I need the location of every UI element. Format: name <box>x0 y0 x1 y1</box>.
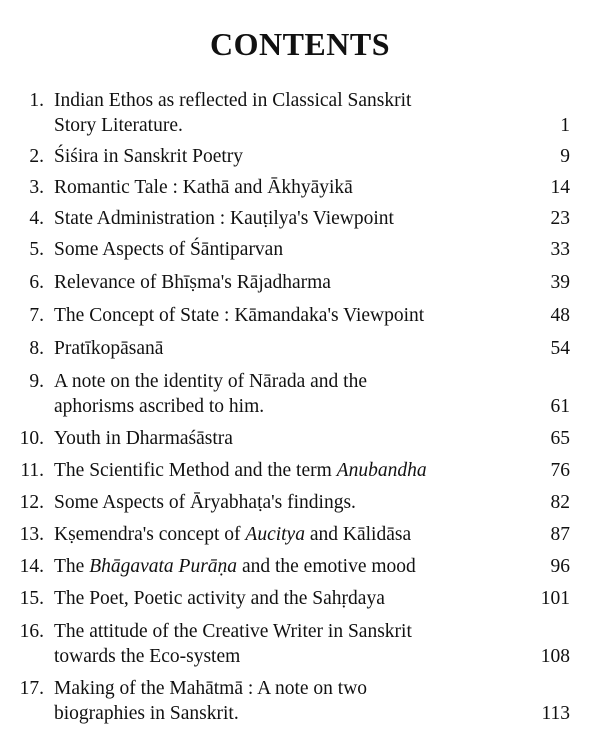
entry-number: 7. <box>29 305 44 326</box>
entry-page: 61 <box>550 396 570 417</box>
entry-number: 9. <box>29 371 44 392</box>
entry-title <box>54 556 416 578</box>
entry-page: 65 <box>550 428 570 449</box>
entry-title <box>54 460 427 482</box>
entry-title: A note on the identity of Nārada and the <box>54 371 367 392</box>
entry-title-cont: aphorisms ascribed to him. <box>54 396 265 417</box>
entry-page: 33 <box>550 239 570 260</box>
entry-page: 48 <box>550 305 570 326</box>
entry-title: Śiśira in Sanskrit Poetry <box>54 146 244 167</box>
entry-title: The attitude of the Creative Writer in Sanskrit <box>54 621 412 642</box>
entry-page: 76 <box>550 460 570 481</box>
entry-number: 15. <box>19 588 44 609</box>
entry-title: Romantic Tale : Kathā and Ākhyāyikā <box>54 177 353 198</box>
entry-number: 13. <box>19 524 44 545</box>
entry-title-text: and Kālidāsa <box>304 524 412 545</box>
entry-title-italic: Aucitya <box>245 524 305 545</box>
entry-page: 82 <box>550 492 570 513</box>
entry-title <box>54 524 411 546</box>
entry-number: 2. <box>29 146 44 167</box>
entry-number: 1. <box>29 90 44 111</box>
entry-page: 96 <box>550 556 570 577</box>
entry-number: 8. <box>29 338 44 359</box>
entry-title-text: Kṣemendra's concept of <box>54 524 246 545</box>
entry-number: 17. <box>19 678 44 699</box>
entry-page: 101 <box>540 588 570 609</box>
entry-number: 10. <box>19 428 44 449</box>
entry-title-cont: biographies in Sanskrit. <box>54 703 239 724</box>
page-title: CONTENTS <box>209 26 391 62</box>
entry-title-text: The <box>54 556 90 577</box>
entry-page: 1 <box>560 115 570 136</box>
entry-title-cont: Story Literature. <box>54 115 183 136</box>
entry-title: Making of the Mahātmā : A note on two <box>54 678 368 699</box>
entry-page: 23 <box>550 208 570 229</box>
entry-number: 14. <box>19 556 44 577</box>
entry-page: 14 <box>550 177 570 198</box>
entry-title: State Administration : Kauṭilya's Viewpoint <box>54 208 394 229</box>
entry-title: Some Aspects of Āryabhaṭa's findings. <box>54 492 356 513</box>
entry-page: 54 <box>550 338 570 359</box>
entry-number: 16. <box>19 621 44 642</box>
entry-number: 4. <box>29 208 44 229</box>
entry-title-cont: towards the Eco-system <box>54 646 241 667</box>
entry-title: Relevance of Bhīṣma's Rājadharma <box>54 272 331 293</box>
entry-page: 87 <box>550 524 570 545</box>
entry-title: Some Aspects of Śāntiparvan <box>54 239 284 260</box>
entry-page: 39 <box>550 272 570 293</box>
entry-number: 3. <box>29 177 44 198</box>
entry-title-text: and the emotive mood <box>237 556 416 577</box>
entry-title-text: The Scientific Method and the term <box>54 460 337 481</box>
entry-number: 11. <box>20 460 44 481</box>
entry-title-italic: Anubandha <box>336 460 427 481</box>
entry-number: 6. <box>29 272 44 293</box>
entry-page: 108 <box>540 646 570 667</box>
entry-title-italic: Bhāgavata Purāṇa <box>89 556 238 577</box>
entry-title: Indian Ethos as reflected in Classical Sanskrit <box>54 90 412 111</box>
entry-number: 12. <box>19 492 44 513</box>
entry-page: 113 <box>541 703 570 724</box>
entry-title: The Poet, Poetic activity and the Sahṛdaya <box>54 588 385 609</box>
entry-title: Pratīkopāsanā <box>54 338 164 359</box>
entry-page: 9 <box>560 146 570 167</box>
entry-number: 5. <box>29 239 44 260</box>
entry-title: Youth in Dharmaśāstra <box>54 428 233 449</box>
entry-title: The Concept of State : Kāmandaka's Viewpoint <box>54 305 425 326</box>
